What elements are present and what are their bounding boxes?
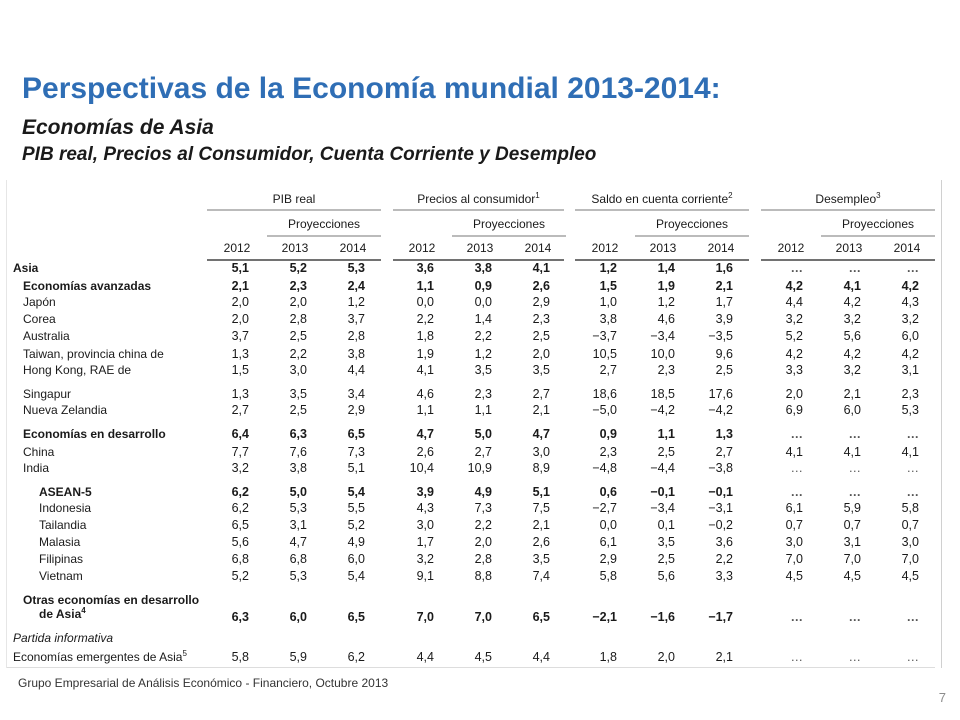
table-cell-value: 10,5 [592, 347, 617, 361]
table-cell-value: 4,4 [532, 650, 550, 664]
table-cell-value: 4,7 [532, 427, 550, 441]
table-cell-value: 3,3 [785, 363, 803, 377]
table-cell-value: 6,0 [901, 329, 919, 343]
slide-title: Perspectivas de la Economía mundial 2013-2014: [22, 72, 721, 105]
row-label: India [23, 461, 50, 475]
table-cell-value: 1,1 [416, 279, 434, 293]
table-cell-value: 2,0 [474, 535, 492, 549]
table-cell-value: 9,1 [416, 569, 434, 583]
data-table-panel [6, 180, 942, 668]
table-cell-value: 4,2 [843, 347, 861, 361]
table-cell-value: 2,0 [785, 387, 803, 401]
table-cell-value: −1,6 [650, 610, 675, 624]
table-cell-value: 0,9 [474, 279, 492, 293]
table-cell-value: … [906, 261, 919, 275]
table-cell-value: 6,5 [347, 427, 365, 441]
table-cell-value: 3,1 [843, 535, 861, 549]
row-label: Vietnam [39, 569, 83, 583]
table-cell-value: 4,2 [901, 279, 919, 293]
table-cell-value: 1,1 [474, 403, 492, 417]
table-cell-value: 4,2 [843, 295, 861, 309]
table-cell-value: 2,5 [715, 363, 733, 377]
table-cell-value: 6,9 [785, 403, 803, 417]
table-cell-value: 2,3 [532, 312, 550, 326]
table-cell-value: 5,3 [347, 261, 365, 275]
table-cell-value: 5,3 [289, 569, 307, 583]
table-cell-value: 2,0 [231, 295, 249, 309]
table-cell-value: 5,1 [532, 485, 550, 499]
table-cell-value: −3,8 [708, 461, 733, 475]
column-group-header: Desempleo$^3$ [815, 191, 881, 206]
table-cell-value: 5,8 [901, 501, 919, 515]
table-cell-value: 2,1 [843, 387, 861, 401]
table-cell-value: −2,7 [592, 501, 617, 515]
table-cell-value: 2,1 [715, 279, 733, 293]
year-header: 2013 [466, 241, 494, 255]
year-header: 2012 [591, 241, 619, 255]
year-header: 2012 [223, 241, 251, 255]
table-cell-value: … [906, 485, 919, 499]
table-cell-value: 6,5 [231, 518, 249, 532]
table-cell-value: 5,6 [657, 569, 675, 583]
table-cell-value: 4,7 [289, 535, 307, 549]
row-label: de Asia$^4$ [39, 606, 86, 621]
table-cell-value: 3,2 [416, 552, 434, 566]
table-cell-value: 3,0 [901, 535, 919, 549]
table-cell-value: 3,5 [657, 535, 675, 549]
table-cell-value: −3,7 [592, 329, 617, 343]
table-cell-value: 6,4 [231, 427, 249, 441]
table-cell-value: 1,8 [599, 650, 617, 664]
table-cell-value: 2,2 [474, 329, 492, 343]
table-cell-value: 3,5 [289, 387, 307, 401]
table-cell-value: 3,5 [532, 363, 550, 377]
row-label: China [23, 445, 55, 459]
projections-header: Proyecciones [472, 217, 546, 231]
row-label: Asia [13, 261, 39, 275]
footnote-marker: 1 [535, 191, 540, 200]
table-cell-value: 2,1 [231, 279, 249, 293]
table-cell-value: 8,8 [474, 569, 492, 583]
table-cell-value: 0,6 [599, 485, 617, 499]
projections-header: Proyecciones [287, 217, 361, 231]
table-cell-value: −5,0 [592, 403, 617, 417]
row-label: Otras economías en desarrollo [23, 593, 200, 607]
table-cell-value: 6,2 [231, 485, 249, 499]
table-cell-value: 0,0 [416, 295, 434, 309]
table-cell-value: 3,0 [532, 445, 550, 459]
row-label: Nueva Zelandia [23, 403, 108, 417]
footnote-marker: 5 [182, 649, 187, 658]
column-group-header: PIB real [272, 192, 316, 206]
table-cell-value: 9,6 [715, 347, 733, 361]
table-cell-value: 1,3 [715, 427, 733, 441]
table-cell-value: 5,2 [785, 329, 803, 343]
table-cell-value: 4,5 [474, 650, 492, 664]
table-cell-value: 2,1 [532, 403, 550, 417]
table-cell-value: 2,3 [599, 445, 617, 459]
table-cell-value: 7,0 [843, 552, 861, 566]
table-cell-value: 1,4 [657, 261, 675, 275]
table-cell-value: 3,2 [843, 363, 861, 377]
table-cell-value: −3,1 [708, 501, 733, 515]
table-cell-value: 2,5 [289, 403, 307, 417]
table-cell-value: 5,4 [347, 569, 365, 583]
row-label: Filipinas [39, 552, 84, 566]
table-cell-value: 1,5 [231, 363, 249, 377]
table-cell-value: 2,7 [474, 445, 492, 459]
projections-header: Proyecciones [655, 217, 729, 231]
year-header: 2014 [707, 241, 735, 255]
table-cell-value: −0,2 [708, 518, 733, 532]
table-cell-value: 4,5 [843, 569, 861, 583]
projections-header: Proyecciones [841, 217, 915, 231]
table-cell-value: … [848, 610, 861, 624]
row-label: Economías avanzadas [23, 279, 152, 293]
table-cell-value: 3,2 [231, 461, 249, 475]
row-label: Japón [23, 295, 56, 309]
table-cell-value: 5,9 [843, 501, 861, 515]
table-cell-value: … [790, 485, 803, 499]
table-cell-value: 5,8 [231, 650, 249, 664]
table-cell-value: 4,4 [785, 295, 803, 309]
table-cell-value: 2,2 [474, 518, 492, 532]
column-group-header: Precios al consumidor$^1$ [417, 191, 540, 206]
table-cell-value: 1,0 [599, 295, 617, 309]
table-cell-value: 4,4 [347, 363, 365, 377]
table-cell-value: 5,6 [231, 535, 249, 549]
table-cell-value: 3,6 [715, 535, 733, 549]
table-cell-value: 3,7 [231, 329, 249, 343]
table-cell-value: 4,5 [901, 569, 919, 583]
table-cell-value: 3,9 [416, 485, 434, 499]
table-cell-value: 6,5 [532, 610, 550, 624]
year-header: 2014 [339, 241, 367, 255]
row-label: Corea [23, 312, 56, 326]
table-cell-value: −0,1 [708, 485, 733, 499]
table-cell-value: −4,8 [592, 461, 617, 475]
table-cell-value: 0,7 [785, 518, 803, 532]
table-cell-value: 3,3 [715, 569, 733, 583]
table-cell-value: 4,2 [785, 347, 803, 361]
year-header: 2013 [649, 241, 677, 255]
row-label: Hong Kong, RAE de [23, 363, 132, 377]
table-cell-value: 2,2 [416, 312, 434, 326]
table-cell-value: 8,9 [532, 461, 550, 475]
year-header: 2013 [835, 241, 863, 255]
row-label: Malasia [39, 535, 81, 549]
table-cell-value: 1,6 [715, 261, 733, 275]
row-label: Singapur [23, 387, 72, 401]
table-cell-value: 18,6 [592, 387, 617, 401]
table-cell-value: 2,0 [532, 347, 550, 361]
year-header: 2014 [893, 241, 921, 255]
table-cell-value: 7,3 [347, 445, 365, 459]
table-cell-value: 2,8 [347, 329, 365, 343]
row-label: Economías emergentes de Asia$^5$ [13, 649, 187, 664]
table-cell-value: 7,4 [532, 569, 550, 583]
table-cell-value: 3,8 [347, 347, 365, 361]
table-cell-value: 1,7 [416, 535, 434, 549]
table-cell-value: 6,1 [599, 535, 617, 549]
table-cell-value: 5,9 [289, 650, 307, 664]
year-header: 2012 [777, 241, 805, 255]
table-cell-value: 2,7 [715, 445, 733, 459]
table-cell-value: 3,4 [347, 387, 365, 401]
footnote-marker: 4 [81, 606, 86, 615]
table-cell-value: 18,5 [650, 387, 675, 401]
table-cell-value: 3,2 [901, 312, 919, 326]
table-cell-value: 2,9 [599, 552, 617, 566]
table-cell-value: 2,1 [532, 518, 550, 532]
table-cell-value: −2,1 [592, 610, 617, 624]
table-cell-value: 5,2 [231, 569, 249, 583]
table-cell-value: 5,4 [347, 485, 365, 499]
table-cell-value: 4,7 [416, 427, 434, 441]
table-cell-value: 2,3 [474, 387, 492, 401]
table-cell-value: 2,6 [532, 535, 550, 549]
table-cell-value: 5,0 [474, 427, 492, 441]
footnote-marker: 3 [876, 191, 881, 200]
table-cell-value: 4,2 [901, 347, 919, 361]
table-cell-value: −4,2 [650, 403, 675, 417]
table-cell-value: 7,7 [231, 445, 249, 459]
table-cell-value: … [790, 610, 803, 624]
year-header: 2014 [524, 241, 552, 255]
table-cell-value: 4,9 [474, 485, 492, 499]
row-label: ASEAN-5 [39, 485, 92, 499]
table-cell-value: 7,5 [532, 501, 550, 515]
table-cell-value: 7,0 [474, 610, 492, 624]
table-cell-value: 3,8 [289, 461, 307, 475]
table-cell-value: 6,8 [231, 552, 249, 566]
table-cell-value: 6,3 [231, 610, 249, 624]
table-cell-value: 7,0 [785, 552, 803, 566]
table-cell-value: 0,7 [843, 518, 861, 532]
table-cell-value: 10,9 [467, 461, 492, 475]
table-cell-value: 3,1 [289, 518, 307, 532]
table-cell-value: 1,2 [347, 295, 365, 309]
table-cell-value: 0,0 [599, 518, 617, 532]
table-cell-value: 5,3 [289, 501, 307, 515]
table-cell-value: 5,6 [843, 329, 861, 343]
table-cell-value: 6,0 [843, 403, 861, 417]
table-cell-value: 1,9 [657, 279, 675, 293]
row-label: Partida informativa [13, 631, 114, 645]
table-cell-value: 17,6 [708, 387, 733, 401]
table-cell-value: 7,6 [289, 445, 307, 459]
table-cell-value: 4,1 [843, 445, 861, 459]
table-cell-value: 3,8 [474, 261, 492, 275]
table-cell-value: 7,0 [416, 610, 434, 624]
table-cell-value: 2,7 [532, 387, 550, 401]
table-cell-value: 0,7 [901, 518, 919, 532]
table-cell-value: 4,1 [416, 363, 434, 377]
table-cell-value: 6,8 [289, 552, 307, 566]
table-cell-value: −0,1 [650, 485, 675, 499]
table-cell-value: 1,3 [231, 347, 249, 361]
table-cell-value: 6,2 [231, 501, 249, 515]
table-cell-value: 6,1 [785, 501, 803, 515]
table-cell-value: 3,0 [289, 363, 307, 377]
table-cell-value: −3,5 [708, 329, 733, 343]
table-cell-value: 4,6 [657, 312, 675, 326]
table-cell-value: 4,1 [901, 445, 919, 459]
table-cell-value: 4,3 [416, 501, 434, 515]
table-cell-value: … [906, 650, 919, 664]
table-cell-value: 2,5 [657, 552, 675, 566]
table-cell-value: 4,9 [347, 535, 365, 549]
table-cell-value: 4,5 [785, 569, 803, 583]
table-cell-value: 3,8 [599, 312, 617, 326]
column-group-header: Saldo en cuenta corriente$^2$ [591, 191, 733, 206]
table-cell-value: 10,4 [409, 461, 434, 475]
table-cell-value: … [790, 461, 803, 475]
table-cell-value: 5,1 [231, 261, 249, 275]
table-cell-value: 5,0 [289, 485, 307, 499]
row-label: Economías en desarrollo [23, 427, 166, 441]
table-cell-value: … [906, 427, 919, 441]
table-cell-value: 2,3 [657, 363, 675, 377]
table-cell-value: −1,7 [708, 610, 733, 624]
table-cell-value: 3,9 [715, 312, 733, 326]
table-cell-value: 6,0 [289, 610, 307, 624]
table-cell-value: 5,5 [347, 501, 365, 515]
table-cell-value: … [848, 261, 861, 275]
table-cell-value: 0,0 [474, 295, 492, 309]
table-cell-value: … [906, 461, 919, 475]
table-cell-value: 5,1 [347, 461, 365, 475]
table-cell-value: 1,3 [231, 387, 249, 401]
table-cell-value: 1,8 [416, 329, 434, 343]
table-cell-value: 1,7 [715, 295, 733, 309]
table-cell-value: … [906, 610, 919, 624]
footer-text: Grupo Empresarial de Análisis Económico - Financiero, Octubre 2013 [18, 676, 389, 690]
table-cell-value: 6,0 [347, 552, 365, 566]
table-cell-value: 4,1 [785, 445, 803, 459]
table-cell-value: 4,1 [843, 279, 861, 293]
table-cell-value: 0,1 [657, 518, 675, 532]
table-cell-value: 3,2 [843, 312, 861, 326]
table-cell-value: … [848, 650, 861, 664]
row-label: Indonesia [39, 501, 92, 515]
table-cell-value: 2,2 [289, 347, 307, 361]
table-cell-value: −4,4 [650, 461, 675, 475]
row-label: Australia [23, 329, 70, 343]
row-label: Taiwan, provincia china de [23, 347, 164, 361]
table-cell-value: 2,7 [231, 403, 249, 417]
table-cell-value: … [790, 427, 803, 441]
table-cell-value: 1,2 [657, 295, 675, 309]
year-header: 2012 [408, 241, 436, 255]
table-cell-value: 5,2 [347, 518, 365, 532]
table-cell-value: 3,2 [785, 312, 803, 326]
table-cell-value: 2,0 [231, 312, 249, 326]
slide-subtitle-indicators: PIB real, Precios al Consumidor, Cuenta Corriente y Desempleo [22, 144, 597, 165]
table-cell-value: 4,3 [901, 295, 919, 309]
table-cell-value: 1,5 [599, 279, 617, 293]
table-cell-value: 7,0 [901, 552, 919, 566]
table-cell-value: 2,9 [347, 403, 365, 417]
table-cell-value: … [790, 261, 803, 275]
table-cell-value: 2,5 [657, 445, 675, 459]
table-cell-value: −3,4 [650, 501, 675, 515]
table-cell-value: 2,8 [474, 552, 492, 566]
table-cell-value: 1,4 [474, 312, 492, 326]
year-header: 2013 [281, 241, 309, 255]
table-cell-value: 2,0 [657, 650, 675, 664]
table-cell-value: 1,2 [599, 261, 617, 275]
table-cell-value: 2,3 [289, 279, 307, 293]
table-cell-value: 4,6 [416, 387, 434, 401]
table-cell-value: 1,1 [657, 427, 675, 441]
table-cell-value: 5,8 [599, 569, 617, 583]
table-cell-value: 2,5 [289, 329, 307, 343]
table-cell-value: … [848, 427, 861, 441]
table-cell-value: 3,1 [901, 363, 919, 377]
table-cell-value: 3,0 [416, 518, 434, 532]
table-cell-value: 1,1 [416, 403, 434, 417]
table-cell-value: … [848, 461, 861, 475]
table-cell-value: 3,5 [474, 363, 492, 377]
table-cell-value: 1,2 [474, 347, 492, 361]
table-cell-value: 4,4 [416, 650, 434, 664]
row-label: Tailandia [39, 518, 87, 532]
table-cell-value: −4,2 [708, 403, 733, 417]
table-cell-value: 3,5 [532, 552, 550, 566]
table-cell-value: 2,4 [347, 279, 365, 293]
table-cell-value: … [848, 485, 861, 499]
data-table [7, 180, 941, 668]
table-cell-value: 10,0 [650, 347, 675, 361]
table-cell-value: 5,2 [289, 261, 307, 275]
table-cell-value: 6,3 [289, 427, 307, 441]
table-cell-value: 2,6 [532, 279, 550, 293]
table-cell-value: 2,8 [289, 312, 307, 326]
table-cell-value: 6,5 [347, 610, 365, 624]
slide-subtitle-region: Economías de Asia [22, 116, 214, 139]
table-cell-value: 2,5 [532, 329, 550, 343]
table-cell-value: 2,9 [532, 295, 550, 309]
table-cell-value: 6,2 [347, 650, 365, 664]
table-cell-value: −3,4 [650, 329, 675, 343]
footnote-marker: 2 [728, 191, 733, 200]
table-cell-value: 3,0 [785, 535, 803, 549]
table-cell-value: 2,0 [289, 295, 307, 309]
table-cell-value: 5,3 [901, 403, 919, 417]
table-cell-value: 4,1 [532, 261, 550, 275]
table-cell-value: … [790, 650, 803, 664]
table-cell-value: 4,2 [785, 279, 803, 293]
table-cell-value: 3,6 [416, 261, 434, 275]
table-cell-value: 2,7 [599, 363, 617, 377]
table-cell-value: 2,2 [715, 552, 733, 566]
table-cell-value: 2,1 [715, 650, 733, 664]
table-cell-value: 3,7 [347, 312, 365, 326]
table-cell-value: 2,3 [901, 387, 919, 401]
table-cell-value: 1,9 [416, 347, 434, 361]
page-number: 7 [938, 690, 946, 705]
table-cell-value: 2,6 [416, 445, 434, 459]
table-cell-value: 7,3 [474, 501, 492, 515]
table-cell-value: 0,9 [599, 427, 617, 441]
